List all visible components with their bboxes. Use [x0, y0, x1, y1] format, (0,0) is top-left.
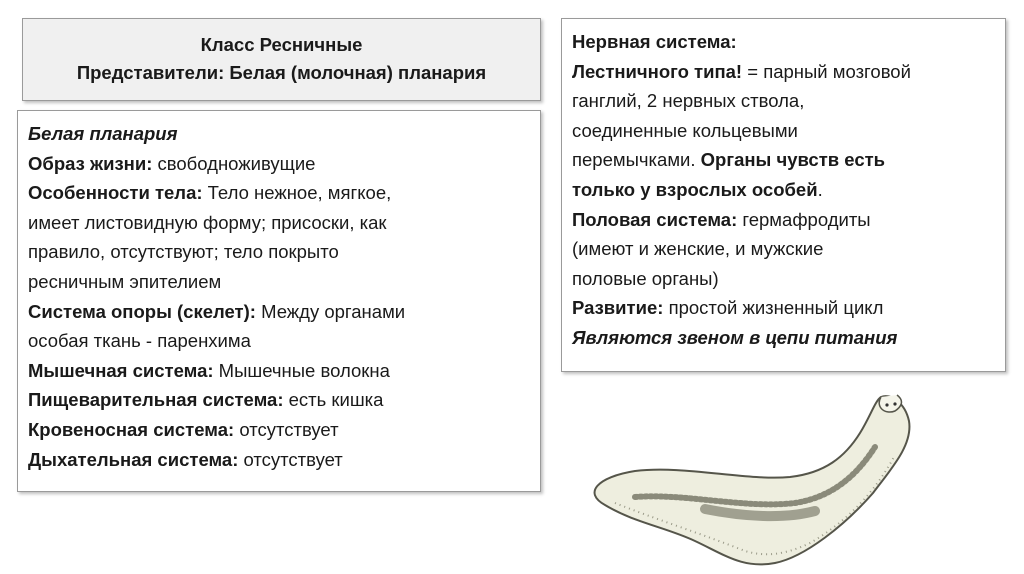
support-label: Система опоры (скелет): — [28, 300, 256, 322]
reproductive-value-line-2: (имеют и женские, и мужские — [572, 238, 824, 260]
nervous-heading — [572, 27, 1005, 57]
circulatory-row — [28, 415, 540, 445]
respiratory-value: отсутствует — [238, 448, 343, 470]
senses-row — [572, 145, 1005, 175]
characteristics-box — [17, 110, 541, 492]
development-label: Развитие: — [572, 297, 664, 319]
lifestyle-label: Образ жизни: — [28, 152, 153, 174]
senses-label-2: только у взрослых особей — [572, 178, 818, 200]
senses-row-2 — [572, 175, 1005, 205]
nervous-value-line-4: перемычками. — [572, 149, 701, 171]
class-title: Класс Ресничные — [200, 34, 363, 55]
lifestyle-value: свободноживущие — [152, 152, 316, 174]
development-row — [572, 293, 1005, 323]
muscle-label: Мышечная система: — [28, 359, 214, 381]
nervous-label: Нервная система: — [572, 31, 737, 52]
planaria-head — [879, 395, 901, 412]
planaria-eye-right — [893, 402, 896, 405]
planaria-drawing-icon — [575, 385, 1005, 570]
reproductive-label: Половая система: — [572, 208, 738, 230]
support-value-line-2: особая ткань - паренхима — [28, 330, 251, 352]
digestive-value: есть кишка — [283, 389, 384, 411]
circulatory-value: отсутствует — [234, 418, 339, 440]
systems-box — [561, 18, 1006, 372]
body-label: Особенности тела: — [28, 182, 203, 204]
body-value: Тело нежное, мягкое, — [202, 182, 392, 204]
food-chain-note: Являются звеном в цепи питания — [572, 326, 898, 348]
planaria-body — [595, 396, 910, 564]
body-value-line-2: имеет листовидную форму; присоски, как — [28, 211, 387, 233]
support-value: Между органами — [255, 300, 406, 322]
body-value-line-3: правило, отсутствуют; тело покрыто — [28, 241, 339, 263]
senses-label-1: Органы чувств есть — [700, 149, 886, 171]
reproductive-row — [572, 205, 1005, 235]
reproductive-value: гермафродиты — [737, 208, 871, 230]
digestive-row — [28, 385, 540, 415]
senses-end: . — [817, 178, 823, 200]
muscle-row — [28, 356, 540, 386]
title-box — [22, 18, 541, 101]
ladder-value: = парный мозговой — [742, 60, 911, 82]
respiratory-label: Дыхательная система: — [28, 448, 239, 470]
support-row — [28, 297, 540, 327]
body-row — [28, 178, 540, 208]
ladder-row — [572, 57, 1005, 87]
muscle-value: Мышечные волокна — [213, 359, 390, 381]
planaria-eye-left — [885, 403, 888, 406]
body-value-line-4: ресничным эпителием — [28, 270, 222, 292]
respiratory-row — [28, 445, 540, 475]
lifestyle-row — [28, 149, 540, 179]
circulatory-label: Кровеносная система: — [28, 418, 235, 440]
nervous-value-line-2: ганглий, 2 нервных ствола, — [572, 90, 805, 112]
species-name: Белая планария — [28, 123, 178, 144]
ladder-label: Лестничного типа! — [572, 60, 743, 82]
digestive-label: Пищеварительная система: — [28, 389, 284, 411]
development-value: простой жизненный цикл — [663, 297, 884, 319]
reproductive-value-line-3: половые органы) — [572, 267, 719, 289]
nervous-value-line-3: соединенные кольцевыми — [572, 119, 798, 141]
representatives-title: Представители: Белая (молочная) планария — [76, 62, 487, 83]
